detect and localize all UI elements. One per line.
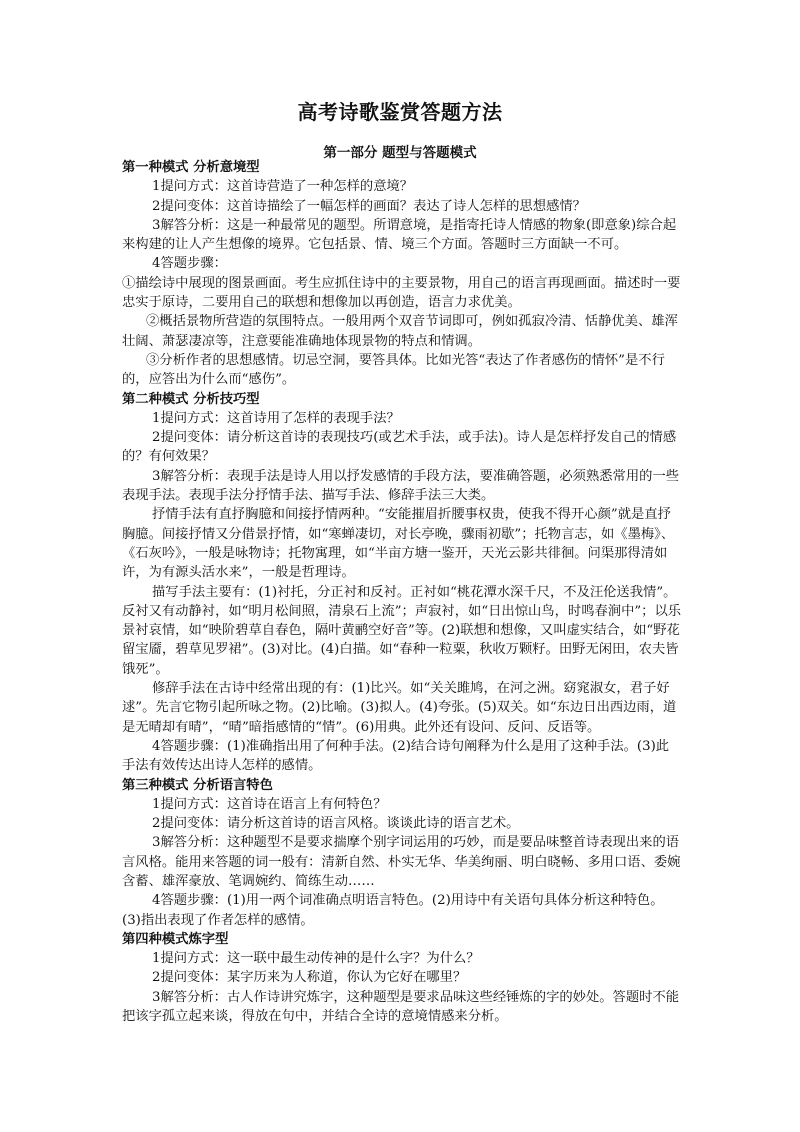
paragraph: 1提问方式：这首诗在语言上有何特色？ — [152, 796, 387, 812]
document-body — [122, 158, 682, 1026]
paragraph: 4答题步骤：(1)用一两个词准确点明语言特色。(2)用诗中有关语句具体分析这种特色。(3)指出表现了作者怎样的感情。 — [122, 893, 664, 928]
paragraph: 2提问变体：某字历来为人称道，你认为它好在哪里？ — [152, 970, 467, 986]
document-title: 高考诗歌鉴赏答题方法 — [297, 100, 503, 124]
paragraph: ③分析作者的思想感情。切忌空洞，要答具体。比如光答“表达了作者感伤的情怀”是不行的，应答出为什么而“感伤”。 — [122, 352, 665, 388]
section-heading: 第四种模式炼字型 — [122, 931, 229, 947]
section-heading: 第三种模式 分析语言特色 — [122, 777, 273, 793]
paragraph: 4答题步骤： — [152, 256, 227, 272]
paragraph: 1提问方式：这一联中最生动传神的是什么字？为什么？ — [152, 951, 480, 967]
paragraph: 1提问方式：这首诗营造了一种怎样的意境？ — [152, 179, 414, 195]
paragraph: 3解答分析：这种题型不是要求揣摩个别字词运用的巧妙，而是要品味整首诗表现出来的语言风格。能用来答题的词一般有：清新自然、朴实无华、华美绚丽、明白晓畅、多用口语、委婉含蓄、雄浑豪放、笔调婉约、简练生动…… — [122, 835, 681, 889]
paragraph: 3解答分析：这是一种最常见的题型。所谓意境，是指寄托诗人情感的物象(即意象)综合起来构建的让人产生想像的境界。它包括景、情、境三个方面。答题时三方面缺一不可。 — [122, 217, 677, 253]
paragraph: ①描绘诗中展现的图景画面。考生应抓住诗中的主要景物，用自己的语言再现画面。描述时一要忠实于原诗，二要用自己的联想和想像加以再创造，语言力求优美。 — [122, 275, 681, 311]
paragraph: 3解答分析：古人作诗讲究炼字，这种题型是要求品味这些经锤炼的字的妙处。答题时不能把该字孤立起来谈，得放在句中，并结合全诗的意境情感来分析。 — [122, 989, 680, 1025]
paragraph: 2提问变体：请分析这首诗的表现技巧(或艺术手法，或手法)。诗人是怎样抒发自己的情感的？有何效果？ — [122, 430, 677, 465]
section-heading: 第一种模式 分析意境型 — [122, 160, 260, 175]
paragraph: 2提问变体：这首诗描绘了一幅怎样的画面？表达了诗人怎样的思想感情？ — [152, 198, 586, 214]
paragraph: 修辞手法在古诗中经常出现的有：(1)比兴。如“关关雎鸠，在河之洲。窈窕淑女，君子好逑”。先言它物引起所咏之物。(2)比喻。(3)拟人。(4)夸张。(5)双关。如“东边日出西边雨，道是无晴却有晴”，“晴”暗指感情的“情”。(6)用典。此外还有设问、反问、反语等。 — [122, 681, 677, 735]
paragraph: 2提问变体：请分析这首诗的语言风格。谈谈此诗的语言艺术。 — [152, 816, 520, 832]
paragraph: 1提问方式：这首诗用了怎样的表现手法？ — [152, 410, 400, 426]
part-heading: 第一部分 题型与答题模式 — [323, 145, 477, 161]
paragraph: 描写手法主要有：(1)衬托，分正衬和反衬。正衬如“桃花潭水深千尺，不及汪伦送我情”。反衬又有动静衬，如“明月松间照，清泉石上流”；声寂衬，如“日出惊山鸟，时鸣春涧中”；以乐景衬哀情，如“映阶碧草自春色，隔叶黄鹂空好音”等。(2)联想和想像，又叫虚实结合，如“野花留宝靥，碧草见罗裙”。(3)对比。(4)白描。如“春种一粒粟，秋收万颗籽。田野无闲田，农夫皆饿死”。 — [122, 584, 682, 677]
paragraph: 4答题步骤：(1)准确指出用了何种手法。(2)结合诗句阐释为什么是用了这种手法。(3)此手法有效传达出诗人怎样的感情。 — [122, 738, 670, 774]
paragraph: 抒情手法有直抒胸臆和间接抒情两种。“安能摧眉折腰事权贵，使我不得开心颜”就是直抒胸臆。间接抒情又分借景抒情，如“寒蝉凄切，对长亭晚，骤雨初歇”；托物言志，如《墨梅》、《石灰吟》，一般是咏物诗；托物寓理，如“半亩方塘一鉴开，天光云影共徘徊。问渠那得清如许，为有源头活水来”，一般是哲理诗。 — [122, 507, 675, 581]
paragraph: ②概括景物所营造的氛围特点。一般用两个双音节词即可，例如孤寂冷清、恬静优美、雄浑壮阔、萧瑟凄凉等，注意要能准确地体现景物的特点和情调。 — [122, 314, 678, 349]
paragraph: 3解答分析：表现手法是诗人用以抒发感情的手段方法，要准确答题，必须熟悉常用的一些表现手法。表现手法分抒情手法、描写手法、修辞手法三大类。 — [122, 468, 680, 504]
section-heading: 第二种模式 分析技巧型 — [122, 391, 260, 407]
